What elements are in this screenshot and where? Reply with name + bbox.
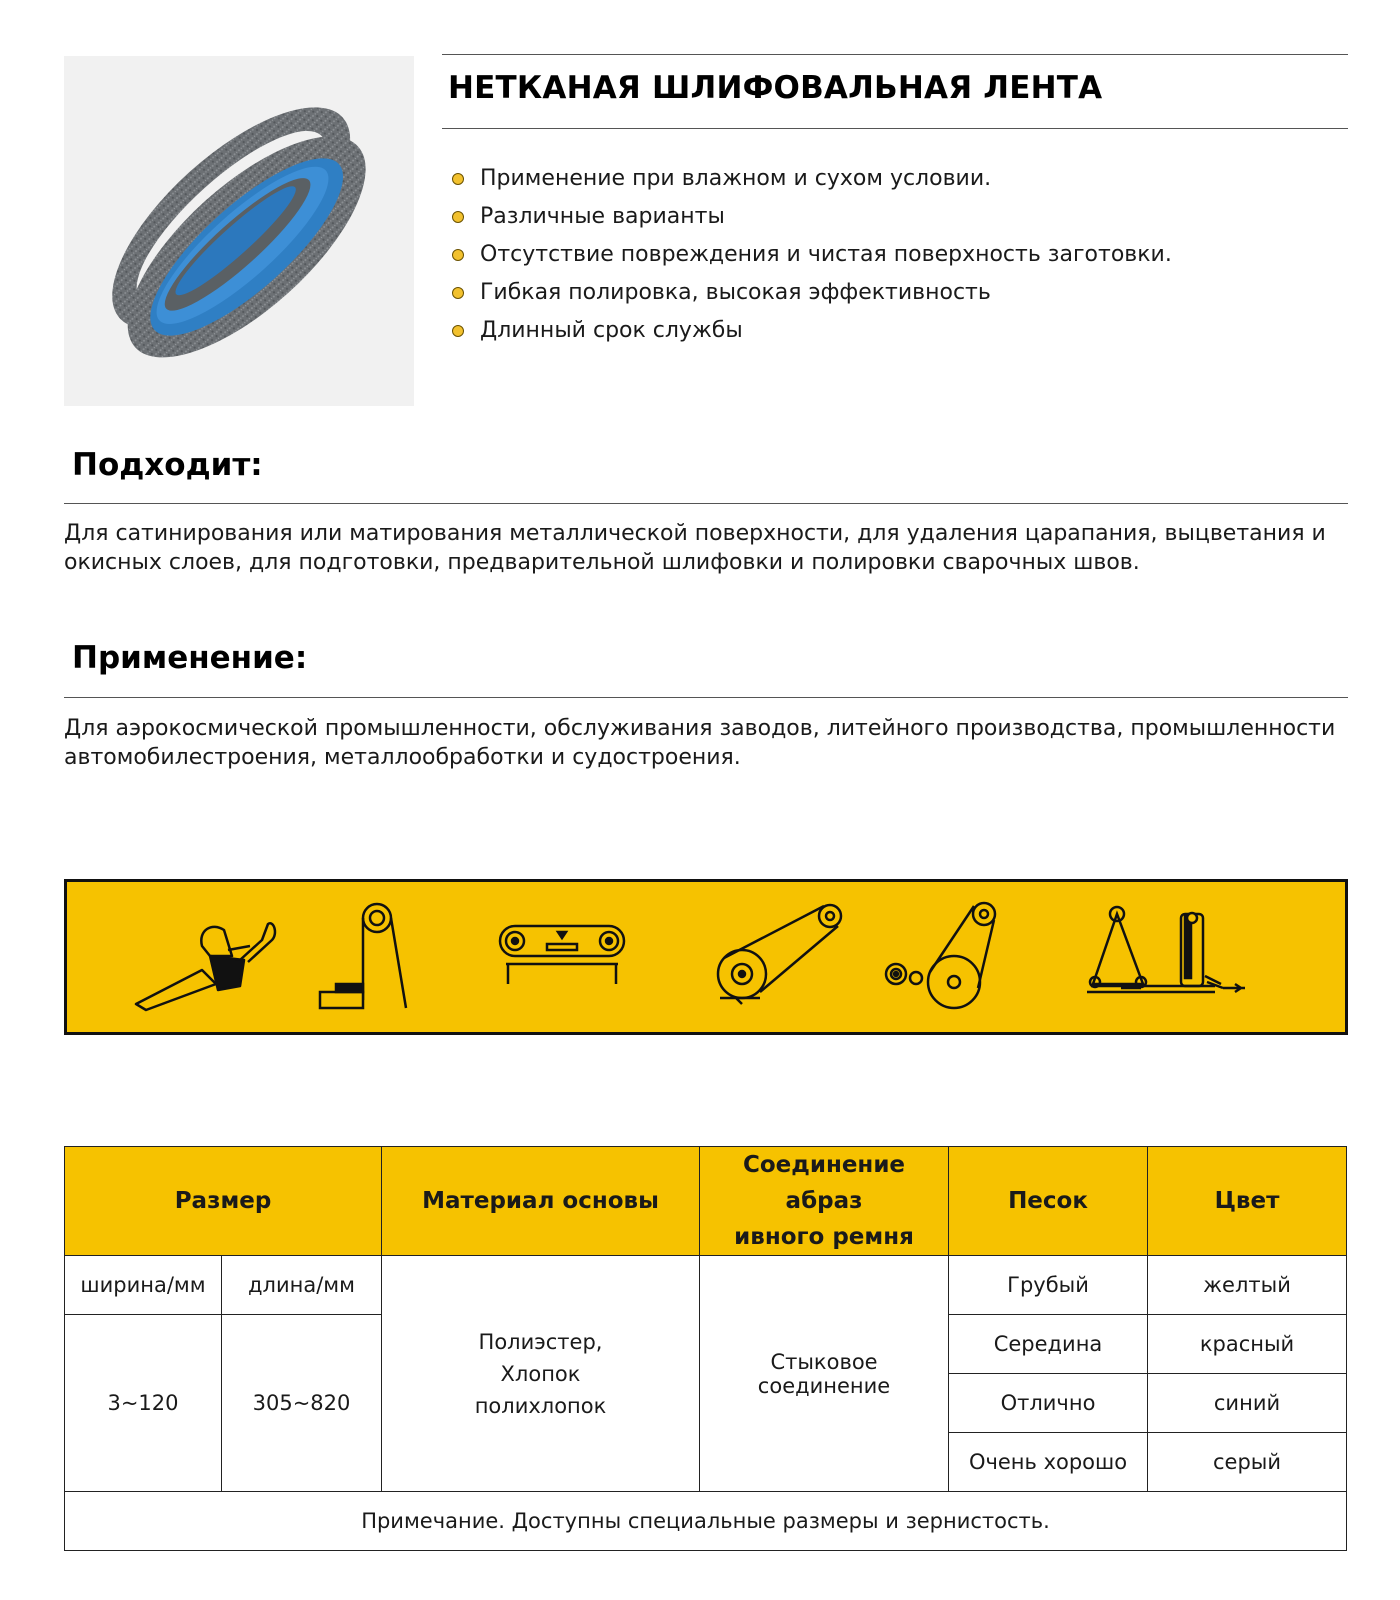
bullet-icon	[452, 287, 464, 299]
bullet-icon	[452, 211, 464, 223]
feature-item: Гибкая полировка, высокая эффективность	[452, 274, 1172, 312]
header-joint: Соединение абраз ивного ремня	[700, 1147, 949, 1256]
product-title: НЕТКАНАЯ ШЛИФОВАЛЬНАЯ ЛЕНТА	[448, 70, 1103, 106]
application-rule	[64, 697, 1348, 698]
contact-wheel-belt-icon	[712, 900, 852, 1012]
feature-list	[452, 160, 1172, 350]
usage-icons-band	[64, 879, 1348, 1035]
color-cell: синий	[1148, 1374, 1347, 1433]
application-heading: Применение:	[72, 640, 308, 676]
grit-cell: Отлично	[949, 1374, 1148, 1433]
table-header-row	[65, 1147, 1347, 1256]
table-note-row	[65, 1492, 1347, 1551]
feature-item: Отсутствие повреждения и чистая поверхность заготовки.	[452, 236, 1172, 274]
product-photo	[64, 56, 414, 406]
centerless-belt-grinder-icon	[882, 900, 1012, 1012]
color-cell: красный	[1148, 1315, 1347, 1374]
feature-item: Длинный срок службы	[452, 312, 1172, 350]
header-color: Цвет	[1148, 1147, 1347, 1256]
table-row	[65, 1256, 1347, 1315]
belt-file-tool-icon	[132, 900, 282, 1012]
header-material: Материал основы	[382, 1147, 700, 1256]
suitable-text: Для сатинирования или матирования металлической поверхности, для удаления царапания, выцветания и окисных слоев, для подготовки, предварительной шлифовки и полировки сварочных швов.	[64, 521, 1326, 575]
multi-head-belt-machine-icon	[1085, 900, 1245, 1012]
abrasive-belt-photo	[64, 56, 414, 406]
bullet-icon	[452, 325, 464, 337]
wide-belt-sander-icon	[492, 900, 632, 1012]
feature-item: Различные варианты	[452, 198, 1172, 236]
spec-table	[64, 1146, 1347, 1551]
color-cell: желтый	[1148, 1256, 1347, 1315]
material-cell: Полиэстер, Хлопок полихлопок	[382, 1256, 700, 1492]
joint-cell: Стыковое соединение	[700, 1256, 949, 1492]
feature-item: Применение при влажном и сухом условии.	[452, 160, 1172, 198]
vertical-belt-grinder-icon	[310, 900, 430, 1012]
grit-cell: Грубый	[949, 1256, 1148, 1315]
title-top-rule	[442, 54, 1348, 55]
grit-cell: Середина	[949, 1315, 1148, 1374]
bullet-icon	[452, 249, 464, 261]
grit-cell: Очень хорошо	[949, 1433, 1148, 1492]
header-size: Размер	[65, 1147, 382, 1256]
color-cell: серый	[1148, 1433, 1347, 1492]
title-bottom-rule	[442, 128, 1348, 129]
length-value-cell: 305~820	[222, 1315, 382, 1492]
suitable-rule	[64, 503, 1348, 504]
table-note: Примечание. Доступны специальные размеры и зернистость.	[65, 1492, 1347, 1551]
application-text: Для аэрокосмической промышленности, обслуживания заводов, литейного производства, промышленности автомобилестроения, металлообработки и судостроения.	[64, 716, 1336, 770]
subheader-width: ширина/мм	[65, 1256, 222, 1315]
suitable-heading: Подходит:	[72, 447, 263, 483]
subheader-length: длина/мм	[222, 1256, 382, 1315]
header-grit: Песок	[949, 1147, 1148, 1256]
bullet-icon	[452, 173, 464, 185]
width-value-cell: 3~120	[65, 1315, 222, 1492]
